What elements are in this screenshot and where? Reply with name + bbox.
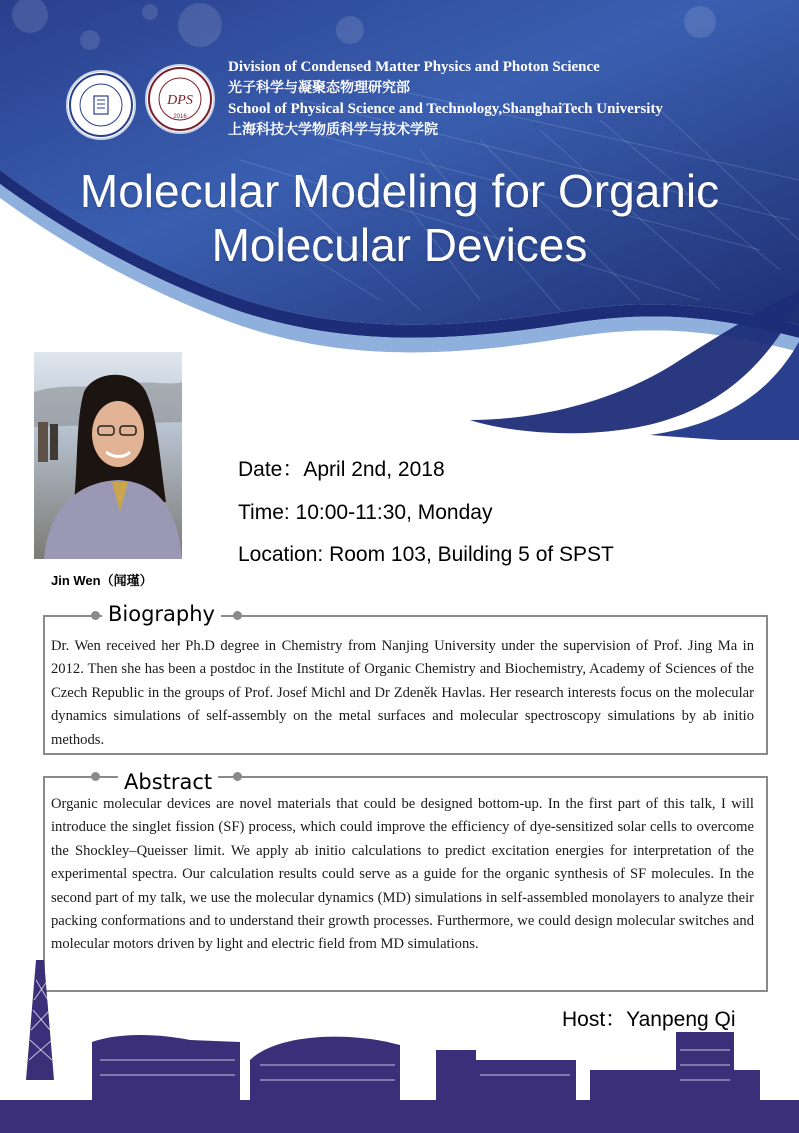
abstract-dot-right — [233, 772, 242, 781]
event-time: Time: 10:00-11:30, Monday — [238, 501, 493, 524]
title-line-1: Molecular Modeling for Organic — [79, 165, 720, 217]
school-english: School of Physical Science and Technology,ShanghaiTech University — [228, 101, 663, 117]
event-location: Location: Room 103, Building 5 of SPST — [238, 543, 614, 566]
shanghaitech-logo — [66, 70, 136, 140]
speaker-photo — [34, 352, 182, 559]
biography-dot-right — [233, 611, 242, 620]
division-english: Division of Condensed Matter Physics and Photon Science — [228, 59, 600, 75]
abstract-heading: Abstract — [118, 769, 218, 795]
biography-dot-left — [91, 611, 100, 620]
biography-text: Dr. Wen received her Ph.D degree in Chemistry from Nanjing University under the supervision of Prof. Jing Ma in 2012. Then she has been a postdoc in the Institute of Organic Chemistry and Biochemistry, Academy of Sciences of the Czech Republic in the groups of Prof. Josef Michl and Dr Zdeněk Havlas. Her research interests focus on the molecular dynamics simulations of self-assembly on the metal surfaces and molecular spectroscopy simulations by ab initio methods. — [51, 638, 754, 748]
division-chinese: 光子科学与凝聚态物理研究部 — [228, 80, 410, 96]
dps-letters: DPS — [167, 93, 193, 108]
abstract-text: Organic molecular devices are novel materials that could be designed bottom-up. In the first part of this talk, I will introduce the singlet fission (SF) process, which could improve the efficiency of dye-sensitized solar cells to overcome the Shockley–Queisser limit. We apply ab initio calculations to predict excitation energies for interpretation of the experimental spectra. Our calculation results could serve as a guide for the organic synthesis of SF molecules. In the second part of my talk, we use the molecular dynamics (MD) simulations in self-assembled monolayers to analyze their packing conformations and to understand their growth processes. Furthermore, we could design molecular switches and molecular motors driven by light and electric field from MD simulations. — [51, 796, 754, 953]
speaker-caption: Jin Wen（闻瑾） — [51, 573, 153, 588]
host-line: Host：Yanpeng Qi — [562, 1008, 736, 1031]
school-chinese: 上海科技大学物质科学与技术学院 — [228, 122, 438, 138]
title-line-2: Molecular Devices — [211, 219, 588, 271]
event-date: Date：April 2nd, 2018 — [238, 458, 445, 481]
biography-heading: Biography — [102, 601, 221, 627]
abstract-dot-left — [91, 772, 100, 781]
talk-title — [0, 164, 799, 272]
campus-skyline — [0, 960, 799, 1133]
dps-year: 2016 — [173, 114, 187, 120]
dps-logo — [145, 64, 215, 134]
